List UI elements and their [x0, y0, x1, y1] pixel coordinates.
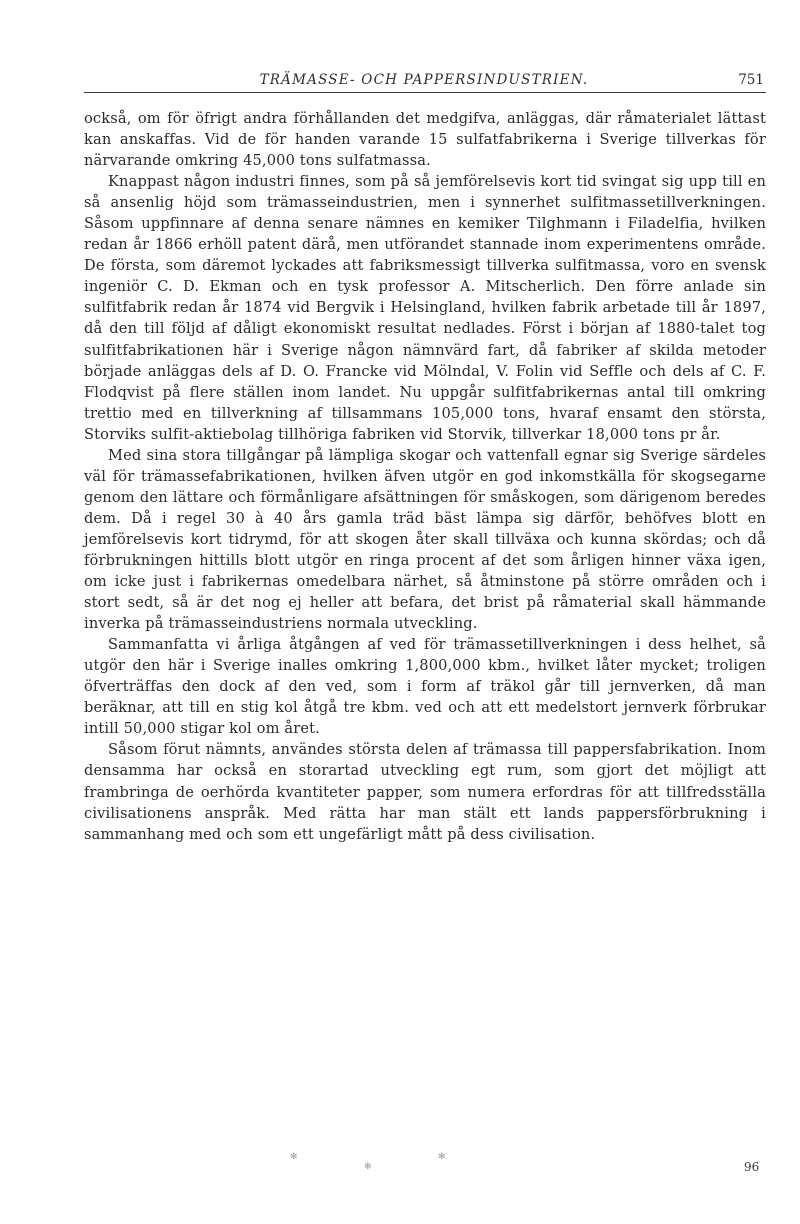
- page-number: 751: [738, 72, 764, 88]
- paragraph-3: Med sina stora tillgångar på lämpliga skogar och vattenfall egnar sig Sverige särdeles väl för trämassefabrikationen, hvilken äfven utgör en god inkomstkälla för skogsegarne genom den lättare och förmånligare afsättningen för småskogen, som därigenom beredes dem. Då i regel 30 à 40 års gamla träd bäst lämpa sig därför, behöfves blott en jemförelsevis kort tidrymd, för att skogen åter skall tillväxa och kunna skördas; och då förbrukningen hittills blott utgör en ringa procent af det som årligen hinner växa igen, om icke just i fabrikernas omedelbara närhet, så åtminstone på större områden och i stort sedt, så är det nog ej heller att befara, det brist på råmaterial skall hämmande inverka på trämasseindustriens normala utveckling.: [84, 446, 766, 633]
- paragraph-2: Knappast någon industri finnes, som på så jemförelsevis kort tid svingat sig upp till en så ansenlig höjd som trämasseindustrien, men i synnerhet sulfitmassetillverkningen. Såsom uppfinnare af denna senare nämnes en kemiker Tilghmann i Filadelfia, hvilken redan år 1866 erhöll patent därå, men utförandet stannade inom experimentens område. De första, som däremot lyckades att fabriksmessigt tillverka sulfitmassa, voro en svensk ingeniör C. D. Ekman och en tysk professor A. Mitscherlich. Den förre anlade sin sulfitfabrik redan år 1874 vid Bergvik i Helsingland, hvilken fabrik arbetade till år 1897, då den till följd af dåligt ekonomiskt resultat nedlades. Först i början af 1880-talet tog sulfitfabrikationen här i Sverige någon nämnvärd fart, då fabriker af skilda metoder började anläggas dels af D. O. Francke vid Mölndal, V. Folin vid Seffle och dels af C. F. Flodqvist på flere ställen inom landet. Nu uppgår sulfitfabrikernas antal till omkring trettio med en tillverkning af tillsammans 105,000 tons, hvaraf ensamt den största, Storviks sulfit-aktiebolag tillhöriga fabriken vid Storvik, tillverkar 18,000 tons pr år.: [84, 173, 766, 443]
- asterisk-icon: ✻: [364, 1162, 372, 1172]
- running-title: TRÄMASSE- OCH PAPPERSINDUSTRIEN.: [259, 72, 589, 88]
- paragraph-4: Sammanfatta vi årliga åtgången af ved för trämassetillverkningen i dess helhet, så utgör den här i Sverige inalles omkring 1,800,000 kbm., hvilket låter mycket; troligen öfverträffas den dock af den ved, som i form af träkol går till jernverken, då man beräknar, att till en stig kol åtgå tre kbm. ved och att ett medelstort jernverk förbrukar intill 50,000 stigar kol om året.: [84, 636, 766, 738]
- decorative-asterisks: [290, 1152, 450, 1172]
- sheet-signature-mark: 96: [744, 1160, 760, 1174]
- header-rule: [84, 92, 766, 93]
- paragraph-1: också, om för öfrigt andra förhållanden det medgifva, anläggas, där råmaterialet lättast kan anskaffas. Vid de för handen varande 15 sulfatfabrikerna i Sverige tillverkas för närvarande omkring 45,000 tons sulfatmassa.: [84, 110, 766, 170]
- paragraph-5: Såsom förut nämnts, användes största delen af trämassa till pappersfabrikation. Inom densamma har också en storartad utveckling egt rum, som gjort det möjligt att frambringa de oerhörda kvantiteter papper, som numera erfordras för att tillfredsställa civilisationens anspråk. Med rätta har man stält ett lands pappersförbrukning i sammanhang med och som ett ungefärligt mått på dess civilisation.: [84, 741, 766, 843]
- asterisk-icon: ✻: [290, 1152, 298, 1162]
- body-text: [84, 108, 766, 845]
- asterisk-icon: ✻: [438, 1152, 446, 1162]
